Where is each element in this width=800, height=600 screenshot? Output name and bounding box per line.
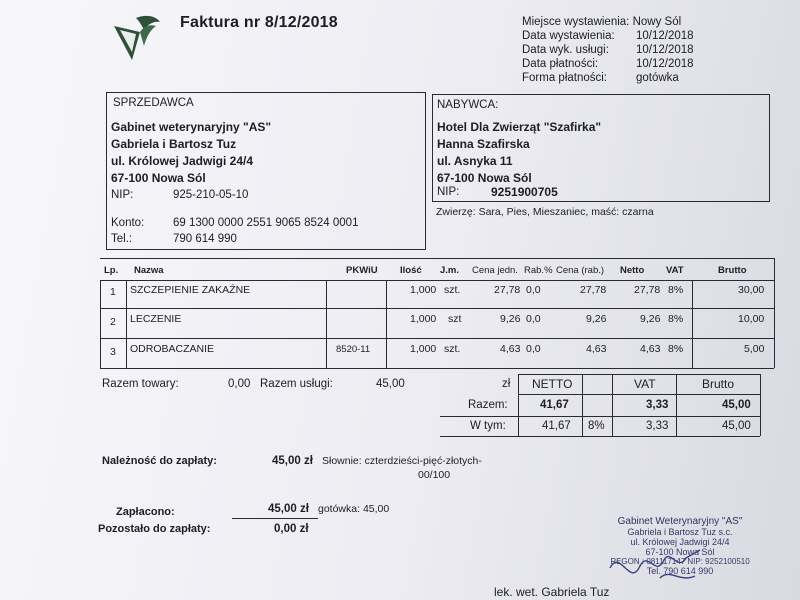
seller-tel-label: Tel.: — [111, 233, 133, 245]
row-jm: szt. — [444, 343, 461, 355]
seller-street: ul. Królowej Jadwigi 24/4 — [111, 154, 254, 168]
row-cena: 27,78 — [494, 284, 521, 296]
paid-value: 45,00 zł — [268, 503, 309, 515]
row-ilosc: 1,000 — [410, 343, 437, 355]
header-pkwiu: PKWiU — [346, 265, 378, 276]
paid-label: Zapłacono: — [116, 506, 175, 518]
invoice-meta — [522, 15, 694, 85]
meta-value: 10/12/2018 — [636, 44, 694, 56]
header-brutto: Brutto — [718, 265, 747, 276]
row-rab: 0,0 — [526, 313, 541, 325]
signature-name: lek. wet. Gabriela Tuz — [494, 585, 610, 599]
razem-towary-value: 0,00 — [228, 378, 251, 390]
row-lp: 2 — [110, 316, 116, 328]
summary-wtym-netto: 41,67 — [542, 420, 571, 432]
meta-value: Nowy Sól — [632, 16, 682, 28]
seller-nip-label: NIP: — [111, 189, 134, 201]
meta-label: Data wystawienia: — [522, 30, 615, 42]
stamp-line: Tel. 790 614 990 — [646, 566, 714, 576]
header-lp: Lp. — [104, 265, 119, 276]
clinic-logo-icon — [110, 12, 162, 64]
header-ilosc: Ilość — [400, 265, 422, 276]
row-nazwa: SZCZEPIENIE ZAKAŹNE — [130, 284, 251, 296]
row-ilosc: 1,000 — [410, 284, 437, 296]
seller-konto-label: Konto: — [111, 217, 145, 229]
buyer-person: Hanna Szafirska — [437, 137, 530, 151]
header-nazwa: Nazwa — [134, 265, 164, 276]
summary-table — [440, 374, 760, 436]
row-ilosc: 1,000 — [410, 313, 437, 325]
summary-razem-vat: 3,33 — [646, 399, 669, 411]
meta-label: Data płatności: — [522, 58, 599, 70]
summary-wtym-vat: 3,33 — [646, 420, 669, 432]
buyer-nip: 9251900705 — [491, 185, 558, 199]
meta-label: Data wyk. usługi: — [522, 44, 609, 56]
row-vat: 8% — [668, 284, 684, 296]
row-cena-rab: 27,78 — [580, 284, 607, 296]
remaining-value: 0,00 zł — [274, 523, 309, 535]
animal-info: Zwierzę: Sara, Pies, Mieszaniec, maść: czarna — [436, 206, 654, 218]
row-cena-rab: 4,63 — [586, 343, 607, 355]
buyer-name: Hotel Dla Zwierząt "Szafirka" — [437, 120, 602, 134]
seller-nip: 925-210-05-10 — [173, 189, 249, 201]
header-netto: Netto — [620, 265, 645, 276]
row-lp: 3 — [110, 346, 116, 358]
row-brutto: 5,00 — [744, 343, 765, 355]
signature-scribble-icon — [600, 538, 720, 598]
summary-razem-brutto: 45,00 — [722, 399, 751, 411]
stamp-line: Gabriela i Bartosz Tuz s.c. — [627, 527, 733, 537]
buyer-street: ul. Asnyka 11 — [437, 154, 513, 168]
row-pkwiu: 8520-11 — [336, 344, 371, 355]
row-rab: 0,0 — [526, 343, 541, 355]
row-cena: 4,63 — [500, 343, 521, 355]
summary-currency: zł — [502, 378, 511, 390]
paid-method: gotówka: 45,00 — [318, 503, 390, 515]
summary-wtym-brutto: 45,00 — [722, 420, 751, 432]
buyer-nip-label: NIP: — [437, 186, 460, 198]
stamp-line: Gabinet Weterynaryjny "AS" — [617, 516, 743, 527]
buyer-city: 67-100 Nowa Sól — [437, 171, 532, 185]
razem-uslugi-value: 45,00 — [376, 378, 405, 390]
summary-vat-header: VAT — [634, 377, 656, 391]
remaining-label: Pozostało do zapłaty: — [98, 523, 211, 535]
razem-uslugi-label: Razem usługi: — [260, 378, 333, 390]
amount-in-words-cents: 00/100 — [418, 469, 451, 481]
meta-label: Forma płatności: — [522, 72, 608, 84]
buyer-label: NABYWCA: — [437, 99, 499, 111]
amount-in-words: Słownie: czterdzieści-pięć-złotych- — [322, 455, 482, 467]
seller-box — [106, 92, 426, 250]
stamp-line: ul. Królowej Jadwigi 24/4 — [630, 537, 730, 547]
seller-konto: 69 1300 0000 2551 9065 8524 0001 — [173, 217, 359, 229]
row-vat: 8% — [668, 343, 684, 355]
row-netto: 27,78 — [634, 284, 661, 296]
meta-value: 10/12/2018 — [636, 30, 694, 42]
meta-value: gotówka — [636, 72, 679, 84]
seller-owners: Gabriela i Bartosz Tuz — [111, 137, 237, 151]
summary-netto-header: NETTO — [532, 377, 573, 391]
row-netto: 4,63 — [640, 343, 661, 355]
summary-wtym-label: W tym: — [470, 420, 506, 432]
summary-wtym-rate: 8% — [588, 420, 605, 432]
buyer-box — [432, 94, 770, 202]
summary-brutto-header: Brutto — [702, 377, 735, 391]
stamp-line: REGON : 081117147 NIP: 9252100510 — [610, 557, 750, 566]
row-cena: 9,26 — [500, 313, 521, 325]
seller-tel: 790 614 990 — [173, 233, 237, 245]
header-cena-rab: Cena (rab.) — [556, 265, 605, 276]
due-label: Należność do zapłaty: — [102, 455, 217, 467]
stamp-line: 67-100 Nowa Sól — [645, 547, 715, 557]
row-jm: szt. — [444, 284, 461, 296]
row-brutto: 10,00 — [738, 313, 765, 325]
row-brutto: 30,00 — [738, 284, 765, 296]
row-netto: 9,26 — [640, 313, 661, 325]
seller-label: SPRZEDAWCA — [113, 97, 194, 109]
header-jm: J.m. — [440, 265, 460, 276]
row-vat: 8% — [668, 313, 684, 325]
summary-razem-label: Razem: — [468, 399, 508, 411]
invoice-title: Faktura nr 8/12/2018 — [180, 14, 338, 31]
due-value: 45,00 zł — [272, 455, 313, 467]
items-table — [100, 258, 774, 370]
header-rab: Rab.% — [524, 265, 553, 276]
header-vat: VAT — [666, 265, 684, 276]
meta-value: 10/12/2018 — [636, 58, 694, 70]
summary-razem-netto: 41,67 — [540, 399, 569, 411]
row-cena-rab: 9,26 — [586, 313, 607, 325]
row-rab: 0,0 — [526, 284, 541, 296]
header-cena: Cena jedn. — [472, 265, 518, 276]
paid-underline — [232, 518, 318, 519]
row-lp: 1 — [110, 286, 116, 298]
razem-towary-label: Razem towary: — [102, 378, 179, 390]
row-jm: szt — [448, 313, 462, 325]
seller-name: Gabinet weterynaryjny "AS" — [111, 120, 272, 134]
meta-label: Miejsce wystawienia: — [522, 16, 630, 28]
row-nazwa: LECZENIE — [130, 313, 182, 325]
row-nazwa: ODROBACZANIE — [130, 343, 215, 355]
seller-city: 67-100 Nowa Sól — [111, 171, 206, 185]
